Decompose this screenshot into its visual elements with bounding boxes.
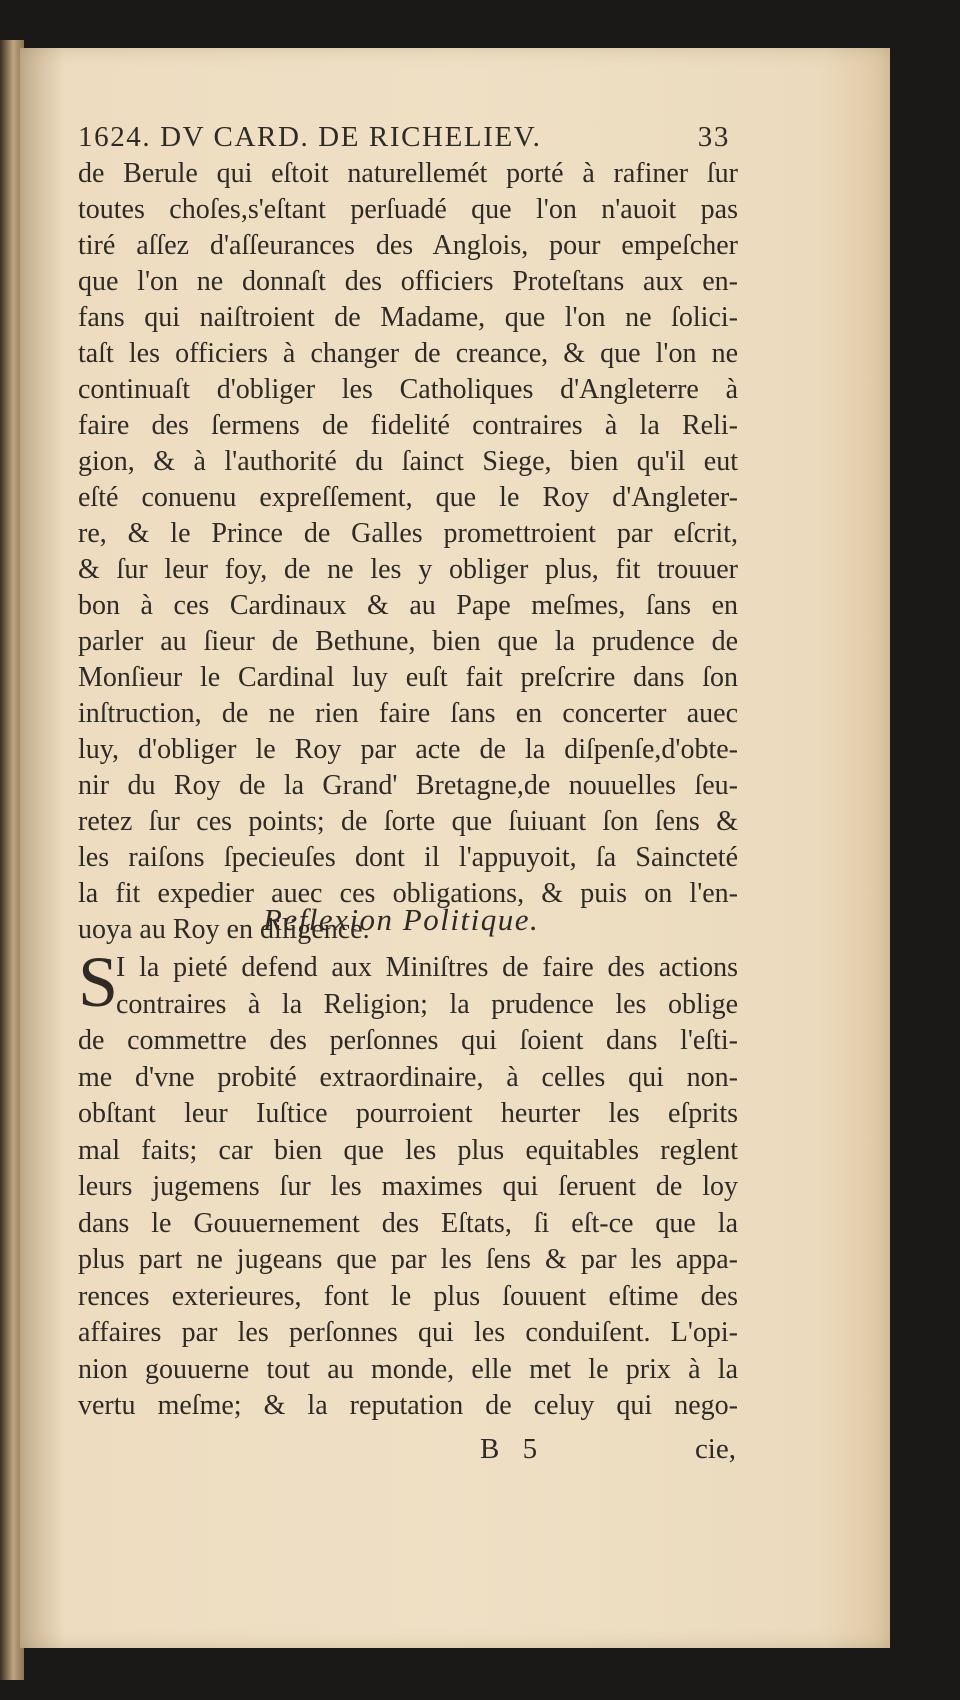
- text-line: tiré aſſez d'aſſeurances des Anglois, pour empeſcher: [78, 230, 738, 261]
- text-line: toutes choſes,s'eſtant perſuadé que l'on n'auoit pas: [78, 194, 738, 225]
- text-line: continuaſt d'obliger les Catholiques d'Angleterre à: [78, 374, 738, 405]
- text-line: parler au ſieur de Bethune, bien que la prudence de: [78, 626, 738, 657]
- text-line: mal faits; car bien que les plus equitables reglent: [78, 1134, 738, 1166]
- text-line: uoya au Roy en diligence.: [78, 914, 370, 945]
- text-line: plus part ne jugeans que par les ſens & par les appa-: [78, 1244, 738, 1275]
- text-line: affaires par les perſonnes qui les conduiſent. L'opi-: [78, 1317, 738, 1348]
- printer-signature: B 5: [480, 1433, 546, 1465]
- text-line: nir du Roy de la Grand' Bretagne,de nouuelles ſeu-: [78, 770, 738, 801]
- text-line: retez ſur ces points; de ſorte que ſuiuant ſon ſens &: [78, 806, 738, 837]
- text-line: inſtruction, de ne rien faire ſans en concerter auec: [78, 698, 738, 729]
- catchword: cie,: [694, 1433, 736, 1465]
- main-text: [78, 156, 738, 948]
- text-line: la fit expedier auec ces obligations, & puis on l'en-: [78, 878, 738, 909]
- book-page: [20, 48, 890, 1648]
- running-title: 1624. DV CARD. DE RICHELIEV.: [78, 121, 542, 153]
- page-header: [78, 114, 730, 160]
- text-line: dans le Gouuernement des Eſtats, ſi eſt-ce que la: [78, 1207, 738, 1239]
- text-line: bon à ces Cardinaux & au Pape meſmes, ſans en: [78, 590, 738, 621]
- drop-cap: S: [78, 942, 119, 1022]
- text-line: re, & le Prince de Galles promettroient par eſcrit,: [78, 518, 738, 549]
- text-line: vertu meſme; & la reputation de celuy qui nego-: [78, 1390, 738, 1421]
- text-line: Monſieur le Cardinal luy euſt fait preſcrire dans ſon: [78, 662, 738, 693]
- text-line: nion gouuerne tout au monde, elle met le prix à la: [78, 1353, 738, 1385]
- text-line: eſté conuenu expreſſement, que le Roy d'Angleter-: [78, 482, 738, 513]
- text-line: fans qui naiſtroient de Madame, que l'on ne ſolici-: [78, 302, 738, 333]
- text-line: de Berule qui eſtoit naturellemét porté à rafiner ſur: [78, 158, 738, 189]
- text-line: rences exterieures, font le plus ſouuent eſtime des: [78, 1280, 738, 1312]
- text-line: luy, d'obliger le Roy par acte de la diſpenſe,d'obte-: [78, 734, 738, 765]
- text-line: & ſur leur foy, de ne les y obliger plus, fit trouuer: [78, 554, 738, 585]
- text-line: gion, & à l'authorité du ſainct Siege, bien qu'il eut: [78, 446, 738, 477]
- reflection-text: [78, 942, 738, 1425]
- text-line: de commettre des perſonnes qui ſoient dans l'eſti-: [78, 1025, 738, 1056]
- text-line: me d'vne probité extraordinaire, à celles qui non-: [78, 1061, 738, 1093]
- text-line: I la pieté defend aux Miniſtres de faire des actions: [116, 952, 738, 983]
- text-line: faire des ſermens de fidelité contraires à la Reli-: [78, 410, 738, 441]
- section-title: Reflexion Politique.: [263, 902, 540, 937]
- text-line: que l'on ne donnaſt des officiers Proteſtans aux en-: [78, 266, 738, 297]
- text-line: contraires à la Religion; la prudence les oblige: [116, 988, 738, 1020]
- text-line: obſtant leur Iuſtice pourroient heurter les eſprits: [78, 1098, 738, 1129]
- text-line: leurs jugemens ſur les maximes qui ſeruent de loy: [78, 1171, 738, 1202]
- text-line: taſt les officiers à changer de creance, & que l'on ne: [78, 338, 738, 369]
- page-number: 33: [697, 121, 730, 153]
- text-line: les raiſons ſpecieuſes dont il l'appuyoit, ſa Saincteté: [78, 842, 738, 873]
